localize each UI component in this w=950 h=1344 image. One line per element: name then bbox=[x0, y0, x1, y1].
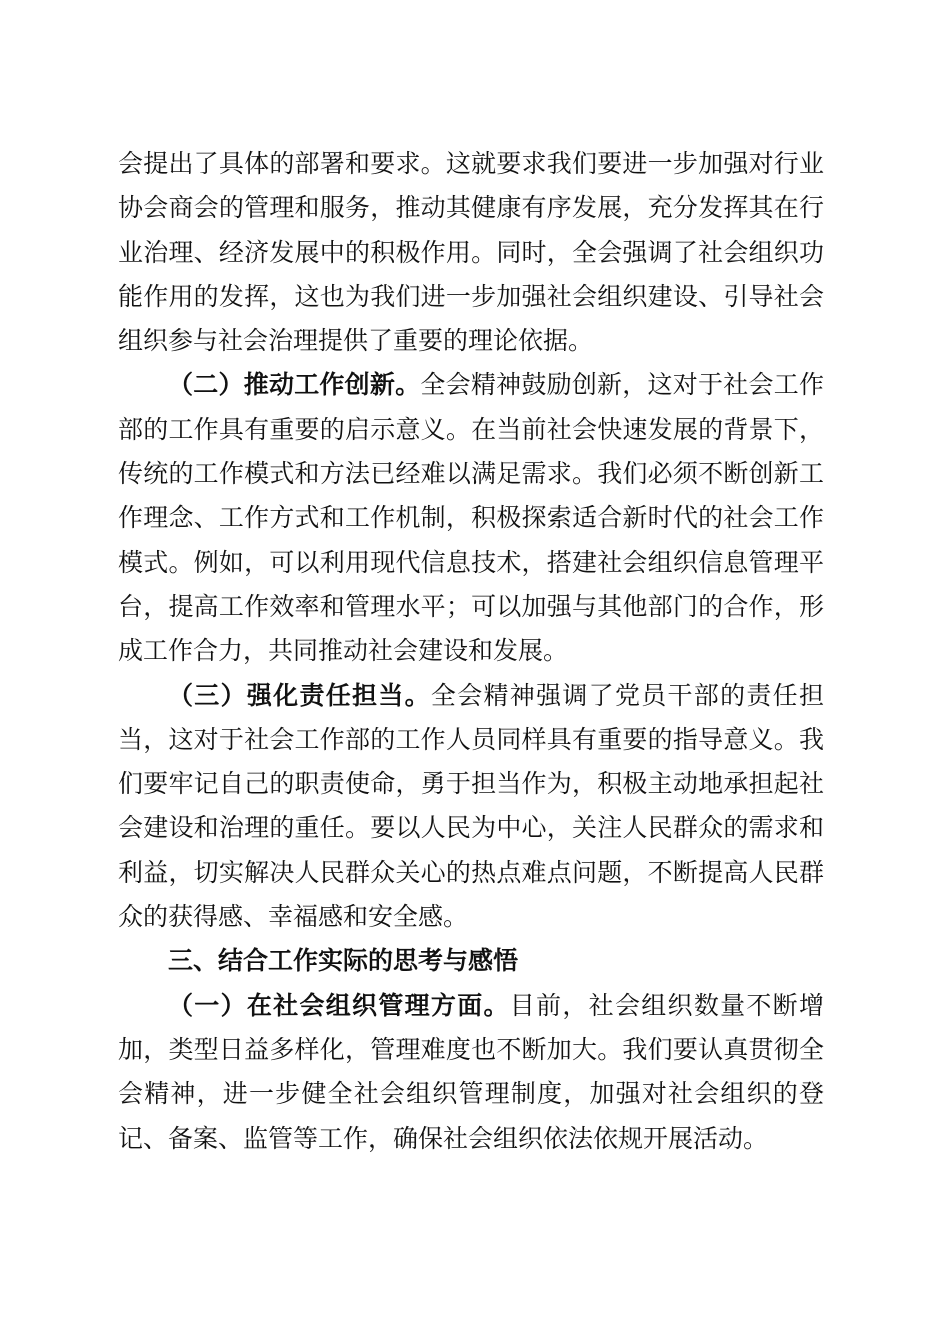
paragraph-4 bbox=[118, 984, 824, 1161]
paragraph-3-lead: （三）强化责任担当。 bbox=[168, 680, 431, 710]
paragraph-2-text: 全会精神鼓励创新，这对于社会工作部的工作具有重要的启示意义。在当前社会快速发展的背景下，传统的工作模式和方法已经难以满足需求。我们必须不断创新工作理念、工作方式和工作机制，积极探索适合新时代的社会工作模式。例如，可以利用现代信息技术，搭建社会组织信息管理平台，提高工作效率和管理水平；可以加强与其他部门的合作，形成工作合力，共同推动社会建设和发展。 bbox=[118, 370, 824, 666]
document-page bbox=[118, 142, 824, 1161]
paragraph-1-text: 会提出了具体的部署和要求。这就要求我们要进一步加强对行业协会商会的管理和服务，推动其健康有序发展，充分发挥其在行业治理、经济发展中的积极作用。同时，全会强调了社会组织功能作用的发挥，这也为我们进一步加强社会组织建设、引导社会组织参与社会治理提供了重要的理论依据。 bbox=[118, 149, 824, 356]
paragraph-2 bbox=[118, 363, 824, 673]
paragraph-3-text: 全会精神强调了党员干部的责任担当，这对于社会工作部的工作人员同样具有重要的指导意义。我们要牢记自己的职责使命，勇于担当作为，积极主动地承担起社会建设和治理的重任。要以人民为中心，关注人民群众的需求和利益，切实解决人民群众关心的热点难点问题，不断提高人民群众的获得感、幸福感和安全感。 bbox=[118, 680, 824, 932]
paragraph-4-lead: （一）在社会组织管理方面。 bbox=[168, 990, 510, 1020]
paragraph-3 bbox=[118, 674, 824, 940]
paragraph-2-lead: （二）推动工作创新。 bbox=[168, 370, 421, 400]
section-heading-3: 三、结合工作实际的思考与感悟 bbox=[168, 946, 519, 976]
paragraph-1 bbox=[118, 142, 824, 363]
paragraph-4-text: 目前，社会组织数量不断增加，类型日益多样化，管理难度也不断加大。我们要认真贯彻全会精神，进一步健全社会组织管理制度，加强对社会组织的登记、备案、监管等工作，确保社会组织依法依规开展活动。 bbox=[118, 990, 824, 1153]
